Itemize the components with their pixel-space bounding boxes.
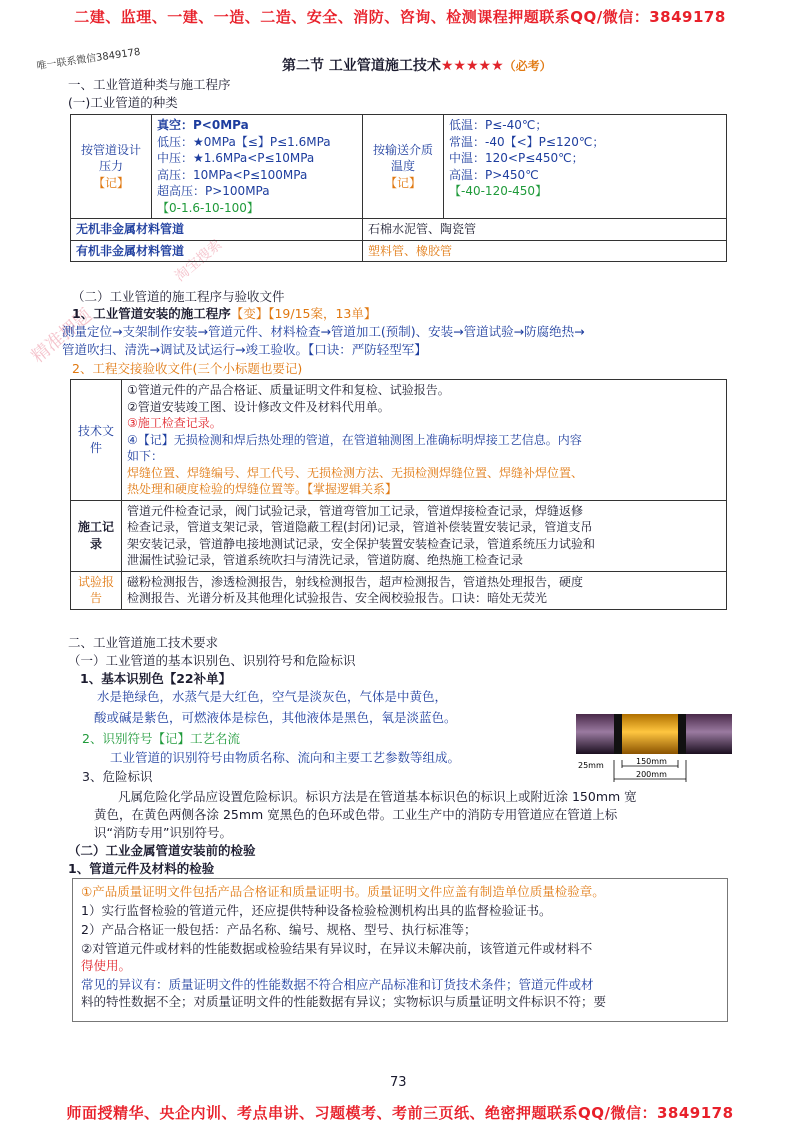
heading-2-1: （一）工业管道的基本识别色、识别符号和危险标识 bbox=[68, 653, 356, 668]
pressure-tag: 【记】 bbox=[92, 175, 129, 190]
procedure-title-row bbox=[72, 305, 376, 322]
watermark-diagonal: 精准押题 bbox=[27, 304, 97, 368]
danger-line-3: 识“消防专用”识别符号。 bbox=[94, 825, 232, 840]
pipe-marking-figure bbox=[576, 712, 732, 786]
tech-line-6: 焊缝位置、焊缝编号、焊工代号、无损检测方法、无损检测焊缝位置、焊缝补焊位置、 bbox=[127, 465, 584, 480]
tech-line-7: 热处理和硬度检验的焊缝位置等。【掌握逻辑关系】 bbox=[127, 482, 398, 496]
procedure-title: 1、工业管道安装的施工程序 bbox=[72, 306, 231, 321]
yellow-band bbox=[622, 714, 678, 754]
p-super: 超高压：P>100MPa bbox=[157, 184, 270, 198]
danger-title: 3、危险标识 bbox=[82, 769, 153, 784]
section-stars: ★★★★★ bbox=[440, 58, 504, 74]
rec-line-4: 泄漏性试验记录，管道系统吹扫与清洗记录，管道防腐、绝热施工检查记录 bbox=[127, 553, 524, 567]
p-vacuum: 真空：P<0MPa bbox=[157, 118, 249, 132]
heading-1-2: （二）工业管道的施工程序与验收文件 bbox=[72, 289, 285, 304]
watermark-middle: 淘宝搜索 bbox=[172, 236, 226, 285]
procedure-line-1: 测量定位→支架制作安装→管道元件、材料检查→管道加工(预制)、安装→管道试验→防腐绝热→ bbox=[62, 324, 585, 339]
documents-title: 2、工程交接验收文件(三个小标题也要记) bbox=[72, 361, 303, 376]
t-high: 高温：P>450℃ bbox=[449, 167, 539, 182]
tech-line-5: 如下： bbox=[127, 449, 164, 463]
pressure-head-cell bbox=[71, 115, 152, 219]
symbol-title: 2、识别符号【记】工艺名流 bbox=[82, 731, 240, 746]
box-line-3: 2）产品合格证一般包括：产品名称、编号、规格、型号、执行标准等； bbox=[81, 922, 477, 937]
t-seq: 【-40-120-450】 bbox=[449, 184, 548, 198]
tech-docs-head: 技术文件 bbox=[71, 380, 122, 501]
tech-line-4: ④【记】无损检测和焊后热处理的管道，在管道轴测图上准确标明焊接工艺信息。内容 bbox=[127, 432, 582, 447]
inspection-box bbox=[72, 878, 728, 1022]
bottom-banner: 师面授精华、央企内训、考点串讲、习题模考、考前三页纸、绝密押题联系QQ/微信：3849178 bbox=[66, 1104, 734, 1122]
top-banner: 二建、监理、一建、一造、二造、安全、消防、咨询、检测课程押题联系QQ/微信：3849178 bbox=[74, 8, 726, 26]
symbol-line-1: 工业管道的识别符号由物质名称、流向和主要工艺参数等组成。 bbox=[110, 750, 461, 765]
heading-1: 一、工业管道种类与施工程序 bbox=[68, 77, 231, 92]
p-high: 高压：10MPa<P≤100MPa bbox=[157, 167, 308, 182]
pipe-types-table bbox=[70, 114, 727, 262]
inspection-title: 1、管道元件及材料的检验 bbox=[68, 861, 215, 876]
box-line-1: ①产品质量证明文件包括产品合格证和质量证明书。质量证明文件应盖有制造单位质量检验章。 bbox=[81, 884, 605, 899]
handover-documents-table bbox=[70, 379, 727, 610]
heading-1-1: (一)工业管道的种类 bbox=[68, 95, 178, 110]
p-seq: 【0-1.6-10-100】 bbox=[157, 200, 259, 215]
danger-line-2: 黄色，在黄色两侧各涂 25mm 宽黑色的色环或色带。工业生产中的消防专用管道应在管道上标 bbox=[94, 807, 618, 822]
box-line-4: ②对管道元件或材料的性能数据或检验结果有异议时，在异议未解决前，该管道元件或材料不 bbox=[81, 941, 593, 956]
rec-line-3: 架安装记录，管道静电接地测试记录，安全保护装置安装检查记录，管道系统压力试验和 bbox=[127, 536, 596, 551]
inorganic-label: 无机非金属材料管道 bbox=[71, 219, 363, 241]
test-reports-cell bbox=[122, 571, 727, 609]
rec-line-1: 管道元件检查记录，阀门试验记录，管道弯管加工记录，管道焊接检查记录，焊缝返修 bbox=[127, 503, 584, 518]
black-band-left bbox=[614, 714, 622, 754]
tech-line-3: ③施工检查记录。 bbox=[127, 416, 222, 430]
box-line-7: 料的特性数据不全；对质量证明文件的性能数据有异议；实物标识与质量证明文件标识不符；要 bbox=[81, 994, 607, 1009]
temp-head: 按输送介质温度 bbox=[372, 142, 433, 174]
pressure-values-cell bbox=[152, 115, 363, 219]
box-line-6: 常见的异议有：质量证明文件的性能数据不符合相应产品标准和订货技术条件；管道元件或材 bbox=[81, 977, 594, 992]
heading-2-2: （二）工业金属管道安装前的检验 bbox=[68, 843, 256, 858]
organic-value: 塑料管、橡胶管 bbox=[363, 240, 727, 262]
tech-line-2: ②管道安装竣工图、设计修改文件及材料代用单。 bbox=[127, 399, 390, 414]
test-line-2: 检测报告、光谱分析及其他理化试验报告、安全阀校验报告。口诀：暗处无荧光 bbox=[127, 591, 548, 605]
tech-line-1: ①管道元件的产品合格证、质量证明文件和复检、试验报告。 bbox=[127, 383, 450, 397]
dim-25mm: 25mm bbox=[578, 761, 604, 770]
t-mid: 中温：120<P≤450℃； bbox=[449, 151, 584, 165]
color-line-1: 水是艳绿色，水蒸气是大红色，空气是淡灰色，气体是中黄色， bbox=[97, 689, 448, 704]
rec-line-2: 检查记录，管道支架记录，管道隐蔽工程(封闭)记录，管道补偿装置安装记录，管道支吊 bbox=[127, 520, 593, 534]
tech-docs-cell bbox=[122, 380, 727, 501]
organic-label: 有机非金属材料管道 bbox=[71, 240, 363, 262]
t-low: 低温：P≤-40℃； bbox=[449, 118, 548, 132]
color-line-2: 酸或碱是紫色，可燃液体是棕色，其他液体是黑色，氧是淡蓝色。 bbox=[94, 710, 457, 725]
construction-records-head: 施工记录 bbox=[71, 500, 122, 571]
heading-2: 二、工业管道施工技术要求 bbox=[68, 635, 219, 650]
procedure-line-2: 管道吹扫、清洗→调试及试运行→竣工验收。【口诀：严防轻型军】 bbox=[62, 342, 427, 357]
p-low: 低压：★0MPa【≤】P≤1.6MPa bbox=[157, 134, 331, 149]
test-reports-head: 试验报告 bbox=[71, 571, 122, 609]
dim-200mm: 200mm bbox=[636, 770, 667, 779]
temp-head-cell bbox=[363, 115, 444, 219]
watermark-contact: 唯一联系微信3849178 bbox=[36, 46, 142, 73]
box-line-2: 1）实行监督检验的管道元件，还应提供特种设备检验检测机构出具的监督检验证书。 bbox=[81, 903, 552, 918]
section-title bbox=[282, 55, 552, 75]
temp-values-cell bbox=[444, 115, 727, 219]
construction-records-cell bbox=[122, 500, 727, 571]
danger-line-1: 凡属危险化学品应设置危险标识。标识方法是在管道基本标识色的标识上或附近涂 150mm 宽 bbox=[118, 789, 637, 804]
pressure-head: 按管道设计压力 bbox=[80, 142, 141, 174]
temp-tag: 【记】 bbox=[384, 175, 421, 190]
section-must-tag: （必考） bbox=[503, 59, 552, 73]
box-line-5: 得使用。 bbox=[81, 958, 132, 973]
page-number: 73 bbox=[390, 1075, 407, 1090]
section-title-text: 第二节 工业管道施工技术 bbox=[282, 58, 441, 74]
black-band-right bbox=[678, 714, 686, 754]
procedure-tag: 【变】【19/15案，13单】 bbox=[230, 306, 377, 321]
dim-150mm: 150mm bbox=[636, 757, 667, 766]
inorganic-value: 石棉水泥管、陶瓷管 bbox=[363, 219, 727, 241]
t-normal: 常温：-40【<】P≤120℃； bbox=[449, 134, 605, 149]
test-line-1: 磁粉检测报告，渗透检测报告，射线检测报告，超声检测报告，管道热处理报告，硬度 bbox=[127, 574, 584, 589]
p-mid: 中压：★1.6MPa<P≤10MPa bbox=[157, 151, 315, 165]
color-title: 1、基本识别色【22补单】 bbox=[80, 671, 232, 686]
